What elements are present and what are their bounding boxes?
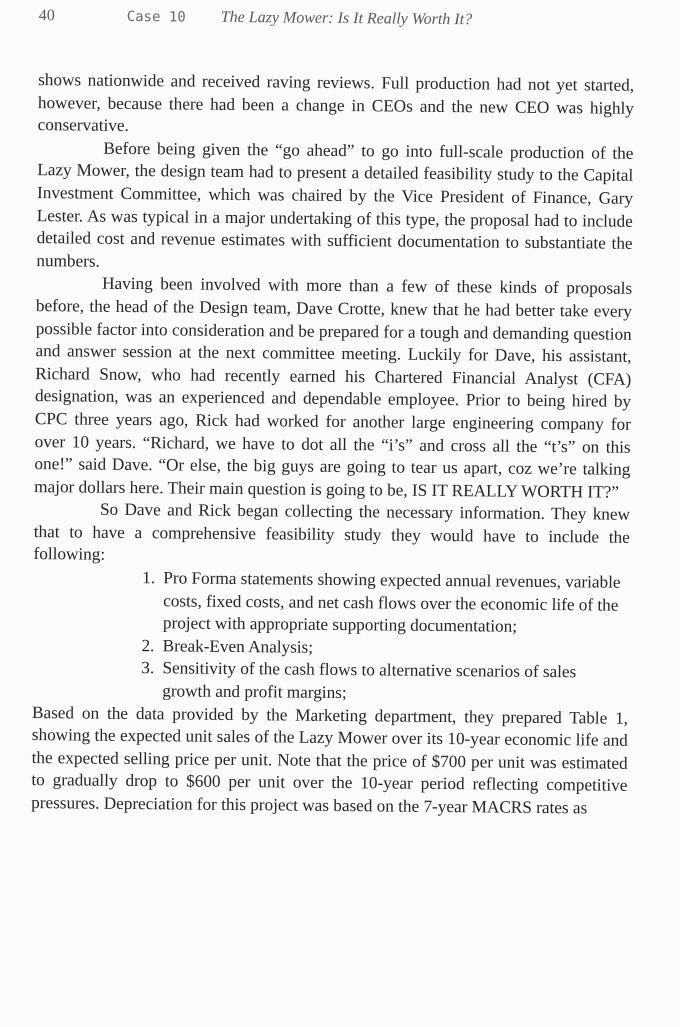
page-number: 40 [38,7,55,25]
running-header [39,7,473,29]
running-title: The Lazy Mower: Is It Really Worth It? [220,8,473,29]
paragraph-collecting-info: So Dave and Rick began collecting the necessary information. They knew that to have a comprehensive feasibility study they would have to include the following: [33,499,631,565]
body-text [31,69,634,820]
paragraph-go-ahead: Before being given the “go ahead” to go into full-scale production of the Lazy Mower, the design team had to present a detailed feasibility study to the Capital Investment Committee, which was chaired by the Vice President of Finance, Gary Lester. As was typical in a major undertaking of this type, the proposal had to include detailed cost and revenue estimates with sufficient documentation to substantiate the numbers. [36,138,634,271]
paragraph-table-1: Based on the data provided by the Marketing department, they prepared Table 1, showing the expected unit sales of the Lazy Mower over its 10-year economic life and the expected selling price per unit. Note that the price of $700 per unit was estimated to gradually drop to $600 per unit over the 10-year period reflecting competitive pressures. Depreciation for this project was based on the 7-year MACRS rates as [31,702,629,818]
requirements-list [32,566,629,707]
paragraph-dave-crotte: Having been involved with more than a few of these kinds of proposals before, the head of the Design team, Dave Crotte, knew that he had better take every possible factor into consideration and be prepared for a tough and demanding question and answer session at the next committee meeting. Luckily for Dave, his assistant, Richard Snow, who had recently earned his Chartered Financial Analyst (CFA) designation, was an experienced and dependable employee. Prior to being hired by CPC three years ago, Rick had worked for another large engineering company for over 10 years. “Richard, we have to dot all the “i’s” and cross all the “t’s” on this one!” said Dave. “Or else, the big guys are going to tear us apart, coz we’re talking major dollars here. Their main question is going to be, IS IT REALLY WORTH IT?” [34,274,633,502]
paragraph-continuation: shows nationwide and received raving reviews. Full production had not yet started, however, because there had been a change in CEOs and the new CEO was highly conservative. [37,70,635,136]
list-item: 1. Pro Forma statements showing expected annual revenues, variable costs, fixed costs, and net cash flows over the economic life of the project with appropriate supporting documentation; [159,567,630,639]
case-label: Case 10 [126,8,186,26]
list-item: 2. Break-Even Analysis; [159,635,629,662]
list-item: 3. Sensitivity of the cash flows to alternative scenarios of sales growth and profit margins; [158,658,628,708]
